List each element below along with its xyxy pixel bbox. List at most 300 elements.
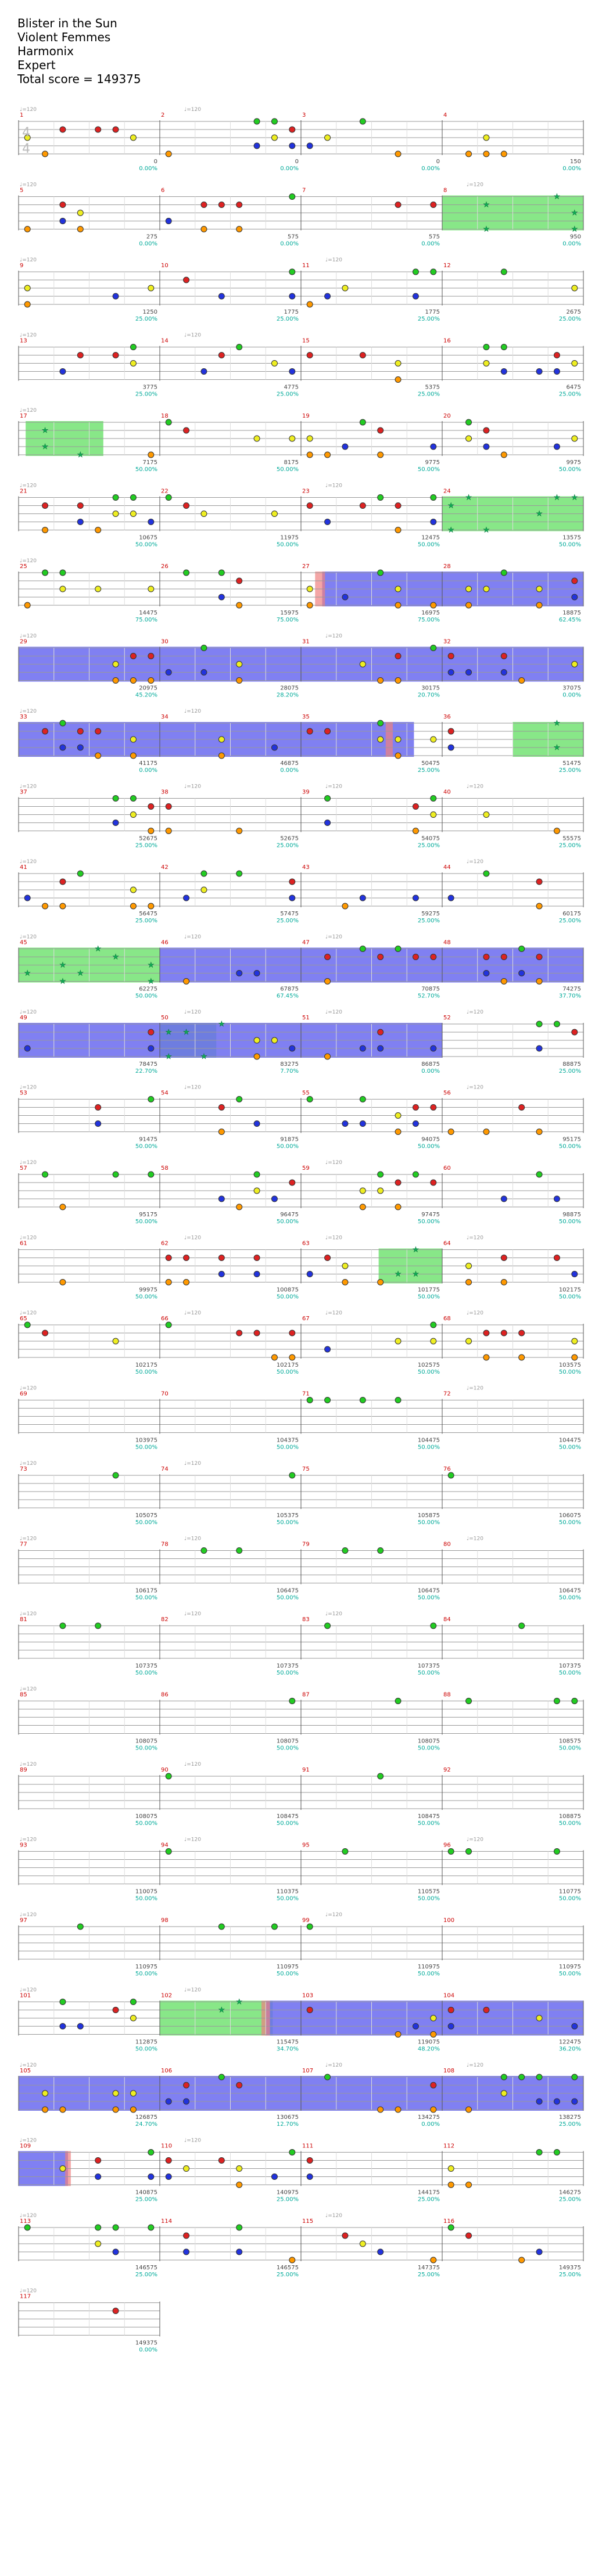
note-blue <box>77 2024 83 2029</box>
note-orange <box>130 903 136 909</box>
measure-total-score: 106175 <box>135 1587 157 1594</box>
measure-total-score: 3775 <box>142 384 157 391</box>
note-blue <box>289 143 295 149</box>
note-blue <box>289 1046 295 1051</box>
note-orange <box>395 1129 401 1135</box>
note-yellow <box>289 436 295 441</box>
note-orange <box>325 452 331 458</box>
measure-total-score: 96475 <box>280 1212 299 1218</box>
measure-total-score: 108475 <box>276 1813 299 1820</box>
measure-overdrive-percent: 50.00% <box>276 1519 299 1526</box>
measure-overdrive-percent: 25.00% <box>417 842 440 849</box>
note-red <box>166 804 171 810</box>
note-blue <box>201 670 207 676</box>
note-green <box>254 118 260 124</box>
measure-overdrive-percent: 25.00% <box>558 2121 581 2128</box>
note-red <box>431 1180 436 1185</box>
note-green <box>519 2074 525 2080</box>
note-yellow <box>254 1037 260 1043</box>
measure-overdrive-percent: 25.00% <box>558 1068 581 1075</box>
chart-row <box>19 2150 583 2188</box>
note-red <box>236 1330 242 1336</box>
tempo-marker: ♩=120 <box>20 934 37 940</box>
note-red <box>113 2308 119 2314</box>
note-red <box>289 1330 295 1336</box>
note-green <box>113 1172 119 1177</box>
measure-total-score: 110975 <box>558 1964 581 1970</box>
measure-number: 29 <box>20 638 27 645</box>
measure-overdrive-percent: 75.00% <box>417 617 440 623</box>
starpower-note: ★ <box>395 1270 402 1279</box>
note-green <box>289 1472 295 1478</box>
note-green <box>448 1472 454 1478</box>
note-blue <box>184 2099 189 2104</box>
measure-overdrive-percent: 50.00% <box>135 1594 157 1601</box>
note-red <box>519 1330 525 1336</box>
note-yellow <box>572 436 578 441</box>
measure-number: 98 <box>161 1917 169 1924</box>
note-red <box>307 353 313 358</box>
note-orange <box>148 903 154 909</box>
note-yellow <box>130 812 136 818</box>
note-yellow <box>24 285 30 291</box>
note-blue <box>289 293 295 299</box>
note-red <box>325 728 331 734</box>
note-yellow <box>395 1113 401 1119</box>
note-yellow <box>448 2166 454 2172</box>
note-green <box>184 570 189 576</box>
measure-number: 102 <box>161 1992 173 1999</box>
tempo-marker: ♩=120 <box>20 2063 37 2068</box>
measure-total-score: 30175 <box>421 685 440 692</box>
measure-number: 59 <box>302 1165 310 1172</box>
measure-number: 83 <box>302 1616 310 1623</box>
note-orange <box>572 1355 578 1360</box>
note-green <box>554 1849 560 1855</box>
measure-overdrive-percent: 0.00% <box>139 767 157 774</box>
note-green <box>536 1021 542 1027</box>
note-red <box>572 1029 578 1035</box>
measure-total-score: 108475 <box>417 1813 440 1820</box>
measure-total-score: 57475 <box>280 911 299 917</box>
note-green <box>271 1924 277 1930</box>
note-red <box>42 503 48 509</box>
chart-row <box>19 1397 583 1434</box>
measure-number: 21 <box>20 488 27 495</box>
measure-overdrive-percent: 0.00% <box>139 2347 157 2354</box>
tempo-marker: ♩=120 <box>184 1611 201 1617</box>
measure-overdrive-percent: 50.00% <box>135 1294 157 1300</box>
note-blue <box>166 2099 171 2104</box>
tempo-marker: ♩=120 <box>184 784 201 790</box>
note-red <box>218 353 224 358</box>
note-green <box>554 1698 560 1704</box>
note-red <box>95 1105 101 1111</box>
measure-overdrive-percent: 50.00% <box>558 1971 581 1977</box>
note-green <box>378 1773 383 1779</box>
note-orange <box>236 678 242 684</box>
note-orange <box>24 227 30 232</box>
note-yellow <box>130 511 136 517</box>
tempo-marker: ♩=120 <box>325 784 342 790</box>
note-green <box>431 269 436 275</box>
chart-row <box>19 871 583 909</box>
measure-overdrive-percent: 50.00% <box>276 1219 299 1225</box>
measure-overdrive-percent: 50.00% <box>558 1294 581 1300</box>
note-green <box>536 2074 542 2080</box>
starpower-note: ★ <box>483 526 490 535</box>
note-yellow <box>431 812 436 818</box>
note-blue <box>448 2024 454 2029</box>
note-orange <box>307 602 313 608</box>
note-yellow <box>395 586 401 592</box>
note-green <box>554 1021 560 1027</box>
note-yellow <box>130 135 136 141</box>
note-green <box>77 871 83 876</box>
measure-overdrive-percent: 25.00% <box>558 316 581 322</box>
note-green <box>325 1397 331 1403</box>
note-blue <box>572 1271 578 1277</box>
tempo-marker: ♩=120 <box>467 784 483 790</box>
measure-total-score: 105075 <box>135 1512 157 1519</box>
measure-overdrive-percent: 50.00% <box>135 1895 157 1902</box>
measure-overdrive-percent: 20.70% <box>417 692 440 699</box>
note-orange <box>218 753 224 759</box>
note-yellow <box>130 736 136 742</box>
measure-number: 39 <box>302 789 310 796</box>
note-red <box>572 578 578 584</box>
measure-overdrive-percent: 0.00% <box>562 240 581 247</box>
measure-overdrive-percent: 50.00% <box>417 1444 440 1451</box>
measure-total-score: 104375 <box>276 1437 299 1444</box>
measure-overdrive-percent: 0.00% <box>421 240 440 247</box>
note-orange <box>431 2257 436 2263</box>
note-blue <box>95 1121 101 1127</box>
note-orange <box>466 602 472 608</box>
measure-number: 115 <box>302 2218 314 2225</box>
starpower-note: ★ <box>59 961 66 970</box>
measure-number: 110 <box>161 2143 173 2150</box>
note-blue <box>501 670 507 676</box>
measure-number: 82 <box>161 1616 169 1623</box>
measure-overdrive-percent: 25.00% <box>135 2272 157 2278</box>
tempo-marker: ♩=120 <box>20 2137 37 2144</box>
measure-overdrive-percent: 50.00% <box>558 1745 581 1752</box>
note-green <box>307 1397 313 1403</box>
note-orange <box>395 151 401 157</box>
measure-number: 65 <box>20 1316 27 1322</box>
note-yellow <box>148 586 154 592</box>
measure-number: 38 <box>161 789 169 796</box>
note-orange <box>466 1280 472 1285</box>
measure-number: 1 <box>20 112 24 118</box>
starpower-note: ★ <box>218 1020 225 1029</box>
measure-overdrive-percent: 50.00% <box>417 1971 440 1977</box>
measure-number: 34 <box>161 714 169 720</box>
note-orange <box>307 301 313 307</box>
chart-row <box>19 1097 583 1135</box>
note-green <box>378 495 383 501</box>
note-yellow <box>254 436 260 441</box>
measure-overdrive-percent: 25.00% <box>276 918 299 924</box>
tempo-marker: ♩=120 <box>20 1009 37 1015</box>
measure-total-score: 110975 <box>276 1964 299 1970</box>
note-red <box>307 728 313 734</box>
tempo-marker: ♩=120 <box>325 1160 342 1166</box>
measure-total-score: 112875 <box>135 2039 157 2046</box>
note-green <box>342 1849 348 1855</box>
measure-overdrive-percent: 50.00% <box>135 1143 157 1150</box>
measure-total-score: 9975 <box>566 459 581 466</box>
chart-row <box>19 2074 583 2112</box>
note-yellow <box>218 736 224 742</box>
measure-overdrive-percent: 67.45% <box>276 993 299 1000</box>
note-blue <box>271 2174 277 2180</box>
note-blue <box>378 2249 383 2255</box>
measure-number: 46 <box>161 939 169 946</box>
measure-total-score: 10675 <box>139 534 157 541</box>
tempo-marker: ♩=120 <box>184 1461 201 1467</box>
measure-total-score: 575 <box>287 233 299 240</box>
note-red <box>483 427 489 433</box>
measure-total-score: 108075 <box>417 1738 440 1745</box>
note-green <box>466 1849 472 1855</box>
note-red <box>342 2233 348 2239</box>
note-yellow <box>113 1338 119 1344</box>
measure-number: 33 <box>20 714 27 720</box>
note-yellow <box>483 812 489 818</box>
note-orange <box>325 979 331 985</box>
measure-total-score: 107375 <box>558 1663 581 1669</box>
note-green <box>572 2074 578 2080</box>
note-green <box>519 946 525 952</box>
measure-total-score: 97475 <box>421 1212 440 1218</box>
note-orange <box>519 2257 525 2263</box>
note-red <box>77 503 83 509</box>
measure-number: 11 <box>302 263 310 269</box>
tempo-marker: ♩=120 <box>20 182 37 188</box>
note-red <box>254 1330 260 1336</box>
note-orange <box>236 828 242 834</box>
measure-overdrive-percent: 25.00% <box>417 391 440 398</box>
measure-number: 101 <box>20 1992 31 1999</box>
note-red <box>448 728 454 734</box>
measure-total-score: 110975 <box>135 1964 157 1970</box>
measure-overdrive-percent: 50.00% <box>135 1519 157 1526</box>
note-red <box>360 353 365 358</box>
note-yellow <box>466 1263 472 1269</box>
measure-total-score: 1250 <box>142 309 157 315</box>
note-yellow <box>77 210 83 216</box>
measure-overdrive-percent: 50.00% <box>417 1594 440 1601</box>
note-yellow <box>130 887 136 893</box>
note-yellow <box>395 736 401 742</box>
measure-overdrive-percent: 45.20% <box>135 692 157 699</box>
measure-number: 108 <box>443 2068 455 2074</box>
measure-overdrive-percent: 50.00% <box>558 1444 581 1451</box>
note-red <box>307 2158 313 2164</box>
measure-number: 18 <box>161 413 169 419</box>
starpower-note: ★ <box>553 493 561 502</box>
tempo-marker: ♩=120 <box>467 1009 483 1015</box>
measure-overdrive-percent: 50.00% <box>558 541 581 548</box>
measure-number: 19 <box>302 413 310 419</box>
note-yellow <box>60 2166 66 2172</box>
measure-number: 3 <box>302 112 306 118</box>
tempo-marker: ♩=120 <box>467 1837 483 1843</box>
chart-row <box>19 1020 583 1061</box>
measure-total-score: 147375 <box>417 2265 440 2271</box>
note-green <box>236 1097 242 1102</box>
measure-overdrive-percent: 50.00% <box>135 1670 157 1676</box>
measure-total-score: 110775 <box>558 1888 581 1895</box>
note-blue <box>572 2024 578 2029</box>
note-yellow <box>148 285 154 291</box>
note-blue <box>431 444 436 450</box>
note-blue <box>431 1046 436 1051</box>
note-orange <box>501 979 507 985</box>
note-green <box>166 495 171 501</box>
measure-total-score: 9775 <box>425 459 440 466</box>
note-green <box>201 1548 207 1554</box>
measure-number: 92 <box>443 1767 451 1773</box>
measure-number: 88 <box>443 1691 451 1698</box>
note-blue <box>307 1271 313 1277</box>
note-green <box>325 796 331 802</box>
note-green <box>113 1472 119 1478</box>
note-yellow <box>378 736 383 742</box>
note-red <box>307 503 313 509</box>
note-orange <box>307 452 313 458</box>
note-green <box>342 1548 348 1554</box>
measure-overdrive-percent: 0.00% <box>562 166 581 172</box>
note-orange <box>501 452 507 458</box>
note-green <box>395 946 401 952</box>
note-orange <box>395 678 401 684</box>
note-green <box>360 1097 365 1102</box>
measure-overdrive-percent: 50.00% <box>417 1143 440 1150</box>
note-red <box>113 2007 119 2013</box>
note-orange <box>148 452 154 458</box>
note-red <box>325 954 331 960</box>
measure-total-score: 134275 <box>417 2114 440 2121</box>
note-green <box>113 2225 119 2230</box>
measure-total-score: 140975 <box>276 2189 299 2196</box>
measure-number: 67 <box>302 1316 310 1322</box>
measure-number: 117 <box>20 2293 31 2300</box>
measure-total-score: 7175 <box>142 459 157 466</box>
measure-number: 27 <box>302 563 310 570</box>
note-red <box>431 202 436 208</box>
note-red <box>95 127 101 132</box>
note-red <box>536 879 542 885</box>
measure-overdrive-percent: 50.00% <box>417 1519 440 1526</box>
note-red <box>431 1105 436 1111</box>
note-orange <box>325 1054 331 1059</box>
measure-number: 91 <box>302 1767 310 1773</box>
note-orange <box>130 753 136 759</box>
measure-total-score: 575 <box>428 233 440 240</box>
measure-total-score: 59275 <box>421 911 440 917</box>
note-red <box>289 1180 295 1185</box>
measure-total-score: 12475 <box>421 534 440 541</box>
measure-number: 15 <box>302 337 310 344</box>
measure-overdrive-percent: 25.00% <box>558 842 581 849</box>
measure-number: 97 <box>20 1917 27 1924</box>
starpower-note: ★ <box>465 493 472 502</box>
note-blue <box>236 2249 242 2255</box>
tempo-marker: ♩=120 <box>20 1912 37 1918</box>
note-orange <box>501 151 507 157</box>
measure-total-score: 1775 <box>425 309 440 315</box>
measure-overdrive-percent: 25.00% <box>135 391 157 398</box>
tempo-marker: ♩=120 <box>325 1611 342 1617</box>
note-blue <box>184 2249 189 2255</box>
measure-overdrive-percent: 50.00% <box>558 1519 581 1526</box>
measure-overdrive-percent: 50.00% <box>558 1143 581 1150</box>
note-yellow <box>378 1188 383 1194</box>
note-orange <box>166 828 171 834</box>
note-green <box>360 419 365 425</box>
note-orange <box>395 753 401 759</box>
note-red <box>378 427 383 433</box>
note-green <box>483 871 489 876</box>
note-blue <box>254 1121 260 1127</box>
starpower-note: ★ <box>59 977 66 986</box>
note-green <box>431 495 436 501</box>
note-red <box>325 1255 331 1261</box>
note-orange <box>395 527 401 533</box>
note-green <box>360 118 365 124</box>
note-blue <box>536 2099 542 2104</box>
measure-total-score: 140875 <box>135 2189 157 2196</box>
note-blue <box>148 519 154 525</box>
note-red <box>307 2007 313 2013</box>
measure-total-score: 110975 <box>417 1964 440 1970</box>
note-green <box>536 1172 542 1177</box>
note-green <box>378 720 383 726</box>
note-orange <box>395 2032 401 2038</box>
note-yellow <box>360 2241 365 2247</box>
note-green <box>236 1548 242 1554</box>
note-green <box>60 720 66 726</box>
note-green <box>166 1849 171 1855</box>
note-red <box>60 202 66 208</box>
note-green <box>201 645 207 651</box>
tempo-marker: ♩=120 <box>20 859 37 865</box>
starpower-note: ★ <box>147 977 155 986</box>
note-green <box>483 344 489 350</box>
chart-row <box>19 1924 583 1960</box>
starpower-note: ★ <box>235 1997 243 2007</box>
note-orange <box>501 1280 507 1285</box>
chart-row <box>19 193 583 234</box>
note-green <box>466 419 472 425</box>
measure-number: 9 <box>20 263 24 269</box>
note-green <box>395 1397 401 1403</box>
note-red <box>395 202 401 208</box>
note-red <box>378 954 383 960</box>
measure-total-score: 62275 <box>139 986 157 993</box>
note-blue <box>254 1271 260 1277</box>
measure-overdrive-percent: 0.00% <box>421 2121 440 2128</box>
chart-row <box>19 1246 583 1285</box>
measure-overdrive-percent: 7.70% <box>280 1068 299 1075</box>
note-green <box>360 946 365 952</box>
measure-overdrive-percent: 50.00% <box>276 1294 299 1300</box>
measure-number: 86 <box>161 1691 169 1698</box>
note-green <box>130 1999 136 2005</box>
